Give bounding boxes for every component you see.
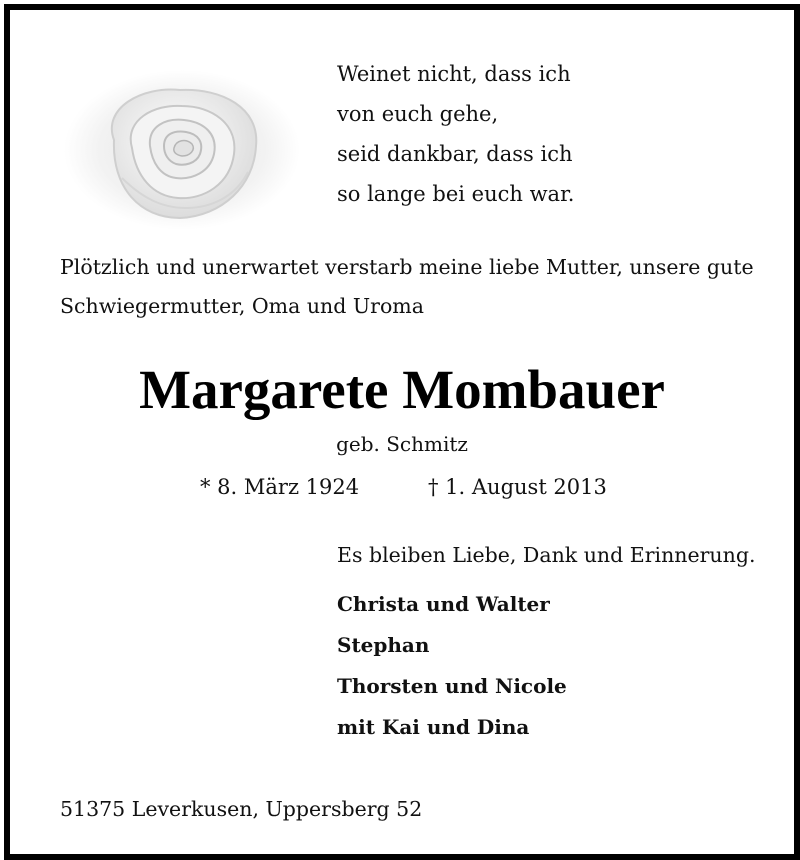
- poem: [337, 54, 574, 214]
- intro-line: Schwiegermutter, Oma und Uroma: [60, 294, 424, 318]
- address: 51375 Leverkusen, Uppersberg 52: [60, 797, 423, 821]
- mourner: Stephan: [337, 633, 430, 657]
- mourner: Christa und Walter: [337, 592, 550, 616]
- poem-line: seid dankbar, dass ich: [337, 142, 573, 166]
- birth-date: * 8. März 1924: [200, 475, 360, 499]
- mourner: Thorsten und Nicole: [337, 674, 567, 698]
- death-date: † 1. August 2013: [428, 475, 607, 499]
- poem-line: Weinet nicht, dass ich: [337, 62, 571, 86]
- maiden-name: geb. Schmitz: [336, 432, 468, 456]
- obituary-notice: [4, 4, 800, 860]
- poem-line: von euch gehe,: [337, 102, 499, 126]
- rose-image: [62, 68, 302, 230]
- mourners-list: [337, 584, 567, 748]
- mourner: mit Kai und Dina: [337, 715, 530, 739]
- intro-line: Plötzlich und unerwartet verstarb meine liebe Mutter, unsere gute: [60, 255, 754, 279]
- closing-line: Es bleiben Liebe, Dank und Erinnerung.: [337, 543, 756, 567]
- intro-text: [60, 248, 760, 326]
- poem-line: so lange bei euch war.: [337, 182, 575, 206]
- deceased-name: Margarete Mombauer: [139, 359, 665, 420]
